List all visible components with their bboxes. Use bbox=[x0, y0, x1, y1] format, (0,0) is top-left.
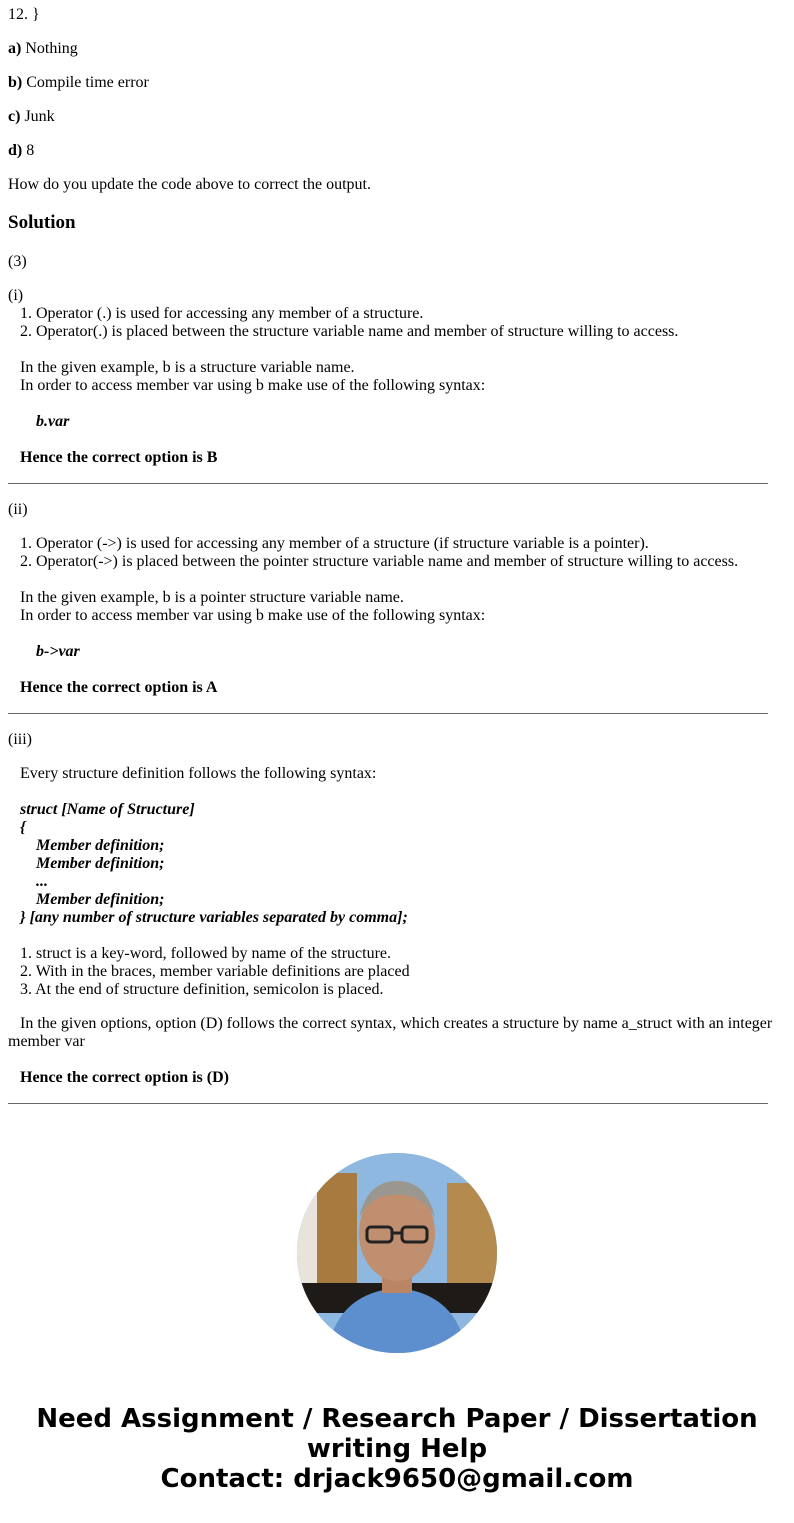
option-letter: c) bbox=[8, 108, 21, 125]
explain-text: In the given options, option (D) follows the correct syntax, which creates a structure by name a_struct with an integer bbox=[20, 1015, 773, 1032]
code-tail: 12. } bbox=[8, 6, 40, 23]
syntax-line: Member definition; bbox=[36, 837, 165, 854]
section-iii-label: (iii) bbox=[8, 731, 32, 748]
syntax-line: ... bbox=[36, 873, 48, 890]
syntax: b.var bbox=[36, 413, 70, 430]
answer: Hence the correct option is B bbox=[20, 449, 218, 466]
list-item: 2. Operator(->) is placed between the pointer structure variable name and member of structure willing to access. bbox=[20, 553, 739, 570]
list-item: 3. At the end of structure definition, semicolon is placed. bbox=[20, 981, 384, 998]
section-ii-label: (ii) bbox=[8, 501, 28, 518]
option-d bbox=[8, 142, 34, 160]
option-text: Compile time error bbox=[26, 74, 149, 91]
example-text: In order to access member var using b make use of the following syntax: bbox=[20, 607, 486, 624]
example-text: In order to access member var using b make use of the following syntax: bbox=[20, 377, 486, 394]
intro-text: Every structure definition follows the following syntax: bbox=[20, 765, 377, 782]
footer-line-2: writing Help bbox=[306, 1434, 488, 1464]
section-i-label: (i) bbox=[8, 287, 24, 304]
syntax-line: Member definition; bbox=[36, 855, 165, 872]
answer: Hence the correct option is A bbox=[20, 679, 218, 696]
option-text: 8 bbox=[26, 142, 35, 159]
list-item: 1. struct is a key-word, followed by name of the structure. bbox=[20, 945, 392, 962]
syntax: b->var bbox=[36, 643, 80, 660]
author-photo bbox=[297, 1153, 497, 1353]
divider bbox=[8, 713, 768, 714]
divider bbox=[8, 483, 768, 484]
question-prompt: How do you update the code above to correct the output. bbox=[8, 176, 371, 193]
list-item: 2. With in the braces, member variable definitions are placed bbox=[20, 963, 410, 980]
footer-line-1: Need Assignment / Research Paper / Dissertation bbox=[36, 1404, 758, 1434]
part-number: (3) bbox=[8, 253, 27, 270]
option-c bbox=[8, 108, 55, 126]
divider bbox=[8, 1103, 768, 1104]
answer: Hence the correct option is (D) bbox=[20, 1069, 229, 1086]
option-text: Nothing bbox=[25, 40, 78, 57]
example-text: In the given example, b is a structure variable name. bbox=[20, 359, 355, 376]
syntax-line: Member definition; bbox=[36, 891, 165, 908]
footer-contact: Contact: drjack9650@gmail.com bbox=[160, 1464, 634, 1494]
list-item: 1. Operator (->) is used for accessing any member of a structure (if structure variable is a pointer). bbox=[20, 535, 649, 552]
option-b bbox=[8, 74, 149, 92]
option-letter: d) bbox=[8, 142, 23, 159]
syntax-line: } [any number of structure variables separated by comma]; bbox=[20, 909, 408, 926]
list-item: 2. Operator(.) is placed between the structure variable name and member of structure willing to access. bbox=[20, 323, 679, 340]
syntax-line: struct [Name of Structure] bbox=[20, 801, 195, 818]
option-a bbox=[8, 40, 78, 58]
option-letter: a) bbox=[8, 40, 22, 57]
solution-heading: Solution bbox=[8, 212, 76, 233]
list-item: 1. Operator (.) is used for accessing any member of a structure. bbox=[20, 305, 424, 322]
option-letter: b) bbox=[8, 74, 23, 91]
portrait-icon bbox=[297, 1153, 497, 1353]
explain-text: member var bbox=[8, 1033, 85, 1050]
example-text: In the given example, b is a pointer structure variable name. bbox=[20, 589, 404, 606]
option-text: Junk bbox=[24, 108, 55, 125]
syntax-line: { bbox=[20, 819, 26, 836]
